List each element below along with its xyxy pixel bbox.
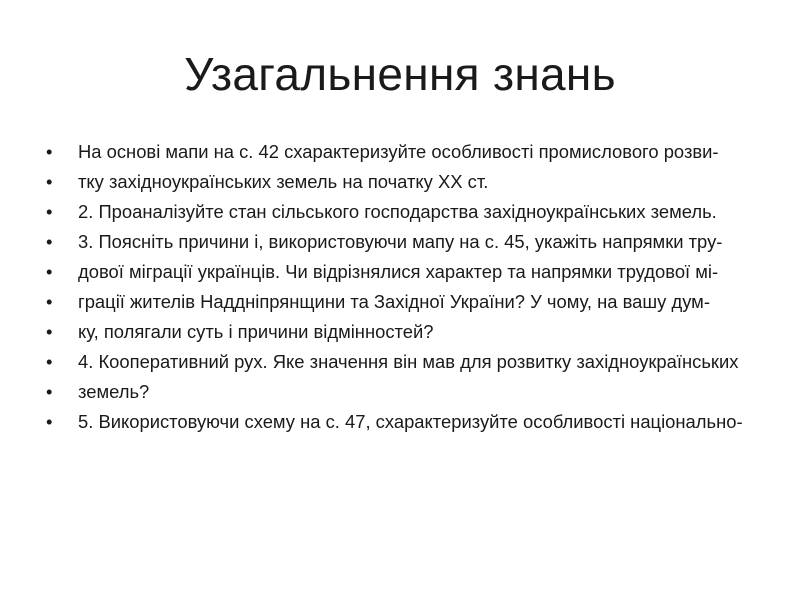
list-item bbox=[46, 320, 766, 343]
bullet-icon: • bbox=[46, 411, 53, 432]
bullet-icon: • bbox=[46, 261, 53, 282]
list-item-text: земель? bbox=[78, 381, 150, 402]
bullet-icon: • bbox=[46, 141, 53, 162]
bullet-icon: • bbox=[46, 351, 53, 372]
list-item bbox=[46, 410, 766, 433]
list-item bbox=[46, 350, 766, 373]
list-item bbox=[46, 290, 766, 313]
list-item-text: 5. Використовуючи схему на с. 47, схарактеризуйте особливості національно- bbox=[78, 411, 743, 432]
list-item-text: тку західноукраїнських земель на початку XX ст. bbox=[78, 171, 489, 192]
list-item bbox=[46, 200, 766, 223]
slide-title: Узагальнення знань bbox=[184, 48, 616, 100]
bullet-icon: • bbox=[46, 381, 53, 402]
list-item bbox=[46, 140, 766, 163]
bullet-icon: • bbox=[46, 171, 53, 192]
list-item-text: ку, полягали суть і причини відмінностей? bbox=[78, 321, 434, 342]
list-item bbox=[46, 260, 766, 283]
list-item-text: 3. Поясніть причини і, використовуючи мапу на с. 45, укажіть напрямки тру- bbox=[78, 231, 723, 252]
bullet-list bbox=[46, 140, 766, 440]
list-item bbox=[46, 230, 766, 253]
bullet-icon: • bbox=[46, 201, 53, 222]
bullet-icon: • bbox=[46, 231, 53, 252]
list-item-text: дової міграції українців. Чи відрізнялися характер та напрямки трудової мі- bbox=[78, 261, 719, 282]
list-item-text: грації жителів Наддніпрянщини та Західної України? У чому, на вашу дум- bbox=[78, 291, 710, 312]
bullet-icon: • bbox=[46, 291, 53, 312]
list-item-text: На основі мапи на с. 42 схарактеризуйте особливості промислового розви- bbox=[78, 141, 719, 162]
bullet-icon: • bbox=[46, 321, 53, 342]
list-item-text: 2. Проаналізуйте стан сільського господарства західноукраїнських земель. bbox=[78, 201, 717, 222]
list-item bbox=[46, 170, 766, 193]
list-item-text: 4. Кооперативний рух. Яке значення він мав для розвитку західноукраїнських bbox=[78, 351, 739, 372]
list-item bbox=[46, 380, 766, 403]
